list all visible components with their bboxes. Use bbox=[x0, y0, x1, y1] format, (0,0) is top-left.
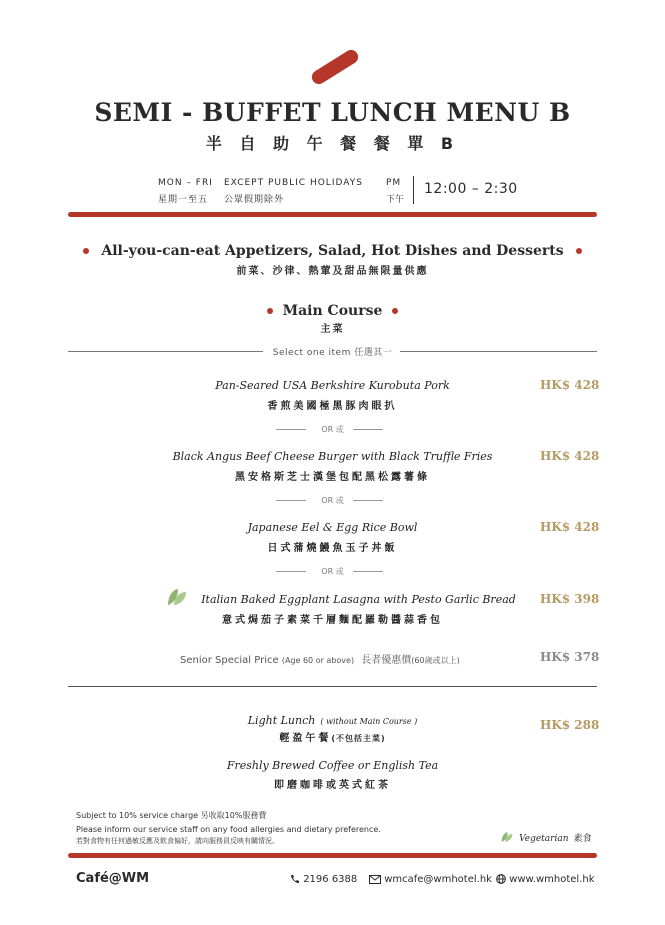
item-en: Black Angus Beef Cheese Burger with Black Truffle Fries bbox=[172, 450, 493, 463]
email-address: wmcafe@wmhotel.hk bbox=[384, 874, 492, 885]
main-course-title: Main Course bbox=[282, 303, 383, 319]
vegetarian-legend bbox=[500, 826, 592, 845]
or-rule bbox=[353, 500, 383, 501]
footer-rule bbox=[68, 853, 597, 858]
vegetarian-leaf-icon bbox=[500, 831, 514, 843]
senior-price: HK$ 378 bbox=[540, 650, 600, 664]
email-contact[interactable] bbox=[369, 874, 492, 885]
select-note: Select one item 任選其一 bbox=[272, 348, 393, 358]
mail-icon bbox=[369, 875, 381, 884]
buffet-title-zh: 前菜、沙律、熱葷及甜品無限量供應 bbox=[236, 266, 429, 277]
item-price: HK$ 398 bbox=[540, 592, 600, 606]
main-course-heading bbox=[0, 300, 665, 319]
service-charge-note: Subject to 10% service charge 另收取10%服務費 bbox=[76, 811, 267, 820]
senior-special bbox=[180, 651, 460, 666]
pm-en: PM bbox=[386, 178, 402, 188]
days-zh: 星期一至五 bbox=[158, 195, 209, 205]
item-zh: 意式焗茄子素菜千層麵配羅勒醬蒜香包 bbox=[222, 615, 443, 626]
menu-title: SEMI - BUFFET LUNCH MENU B bbox=[94, 98, 571, 127]
website-contact[interactable] bbox=[496, 874, 595, 885]
bullet-dot bbox=[83, 248, 89, 254]
pm-zh: 下午 bbox=[386, 195, 405, 205]
bullet-dot bbox=[267, 308, 273, 314]
buffet-heading bbox=[0, 240, 665, 259]
senior-age-en: (Age 60 or above) bbox=[281, 656, 355, 665]
buffet-title: All-you-can-eat Appetizers, Salad, Hot Dishes and Desserts bbox=[101, 243, 564, 259]
lunch-time: 12:00 – 2:30 bbox=[424, 181, 518, 197]
or-rule bbox=[353, 429, 383, 430]
days-en: MON – FRI bbox=[158, 178, 213, 188]
light-lunch-note-zh: (不包括主菜) bbox=[331, 734, 386, 743]
light-lunch-price: HK$ 288 bbox=[540, 718, 600, 732]
phone-number: 2196 6388 bbox=[303, 874, 358, 885]
or-text: OR 或 bbox=[321, 425, 344, 434]
vegetarian-label-zh: 素食 bbox=[573, 834, 592, 844]
bullet-dot bbox=[576, 248, 582, 254]
item-zh: 香煎美國極黑豚肉眼扒 bbox=[267, 401, 398, 412]
senior-age-zh: (60歲或以上) bbox=[411, 656, 460, 665]
allergy-note-zh: 若對食物有任何過敏反應及飲食偏好，請向服務員反映有關情況。 bbox=[76, 837, 279, 845]
item-zh: 日式蒲燒鰻魚玉子丼飯 bbox=[267, 543, 398, 554]
globe-icon bbox=[496, 874, 506, 884]
or-text: OR 或 bbox=[321, 567, 344, 576]
or-text: OR 或 bbox=[321, 496, 344, 505]
drink-en: Freshly Brewed Coffee or English Tea bbox=[226, 759, 439, 772]
phone-icon bbox=[290, 874, 300, 884]
header-rule bbox=[68, 212, 597, 217]
light-lunch-title: Light Lunch bbox=[247, 714, 316, 727]
item-en: Italian Baked Eggplant Lasagna with Pesto Garlic Bread bbox=[201, 593, 516, 606]
item-en: Pan-Seared USA Berkshire Kurobuta Pork bbox=[215, 379, 450, 392]
time-divider bbox=[413, 176, 414, 204]
vegetarian-label: Vegetarian bbox=[519, 834, 569, 844]
menu-title-zh: 半 自 助 午 餐 餐 單 B bbox=[205, 134, 460, 153]
website-url: www.wmhotel.hk bbox=[509, 874, 595, 885]
bullet-dot bbox=[392, 308, 398, 314]
senior-label: Senior Special Price bbox=[180, 655, 279, 666]
light-lunch-note: ( without Main Course ) bbox=[320, 717, 418, 726]
senior-label-zh: 長者優惠價 bbox=[361, 655, 412, 666]
brand-logo: Café@WM bbox=[76, 871, 150, 886]
light-lunch-title-zh: 輕盈午餐 bbox=[279, 733, 332, 744]
except-zh: 公眾假期除外 bbox=[224, 195, 285, 205]
select-rule-right bbox=[400, 351, 597, 352]
section-rule bbox=[68, 686, 597, 687]
item-price: HK$ 428 bbox=[540, 449, 600, 463]
except-en: EXCEPT PUBLIC HOLIDAYS bbox=[224, 178, 363, 188]
item-en: Japanese Eel & Egg Rice Bowl bbox=[247, 521, 418, 534]
main-course-title-zh: 主菜 bbox=[320, 324, 345, 335]
or-rule bbox=[353, 571, 383, 572]
phone-contact[interactable] bbox=[290, 874, 357, 885]
top-logo-capsule bbox=[309, 47, 361, 86]
drink-zh: 即磨咖啡或英式紅茶 bbox=[274, 780, 391, 791]
item-price: HK$ 428 bbox=[540, 520, 600, 534]
item-price: HK$ 428 bbox=[540, 378, 600, 392]
allergy-note-en: Please inform our service staff on any food allergies and dietary preference. bbox=[76, 825, 381, 834]
item-zh: 黑安格斯芝士漢堡包配黑松露薯條 bbox=[235, 472, 430, 483]
